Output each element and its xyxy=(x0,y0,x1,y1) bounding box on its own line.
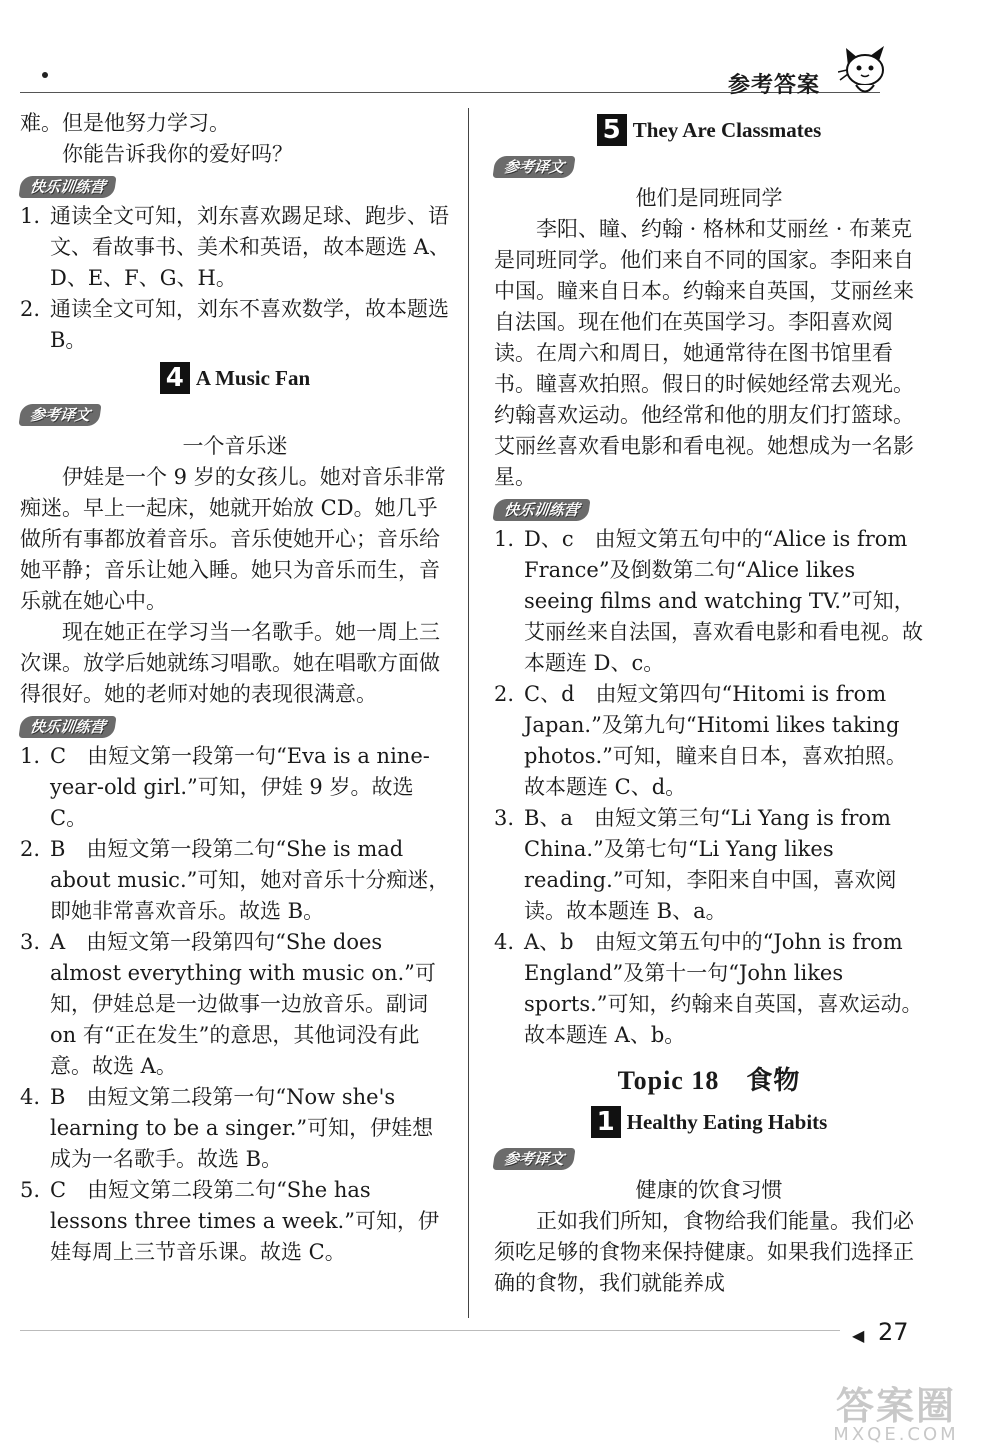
paragraph: 李阳、瞳、约翰 · 格林和艾丽丝 · 布莱克是同班同学。他们来自不同的国家。李阳来自中国。瞳来自日本。约翰来自英国，艾丽丝来自法国。现在他们在英国学习。李阳喜欢阅读。在周六和周日，她通常待在图书馆里看书。瞳喜欢拍照。假日的时候她经常去观光。约翰喜欢运动。他经常和他的朋友们打篮球。艾丽丝喜欢看电影和看电视。她想成为一名影星。 xyxy=(494,217,914,489)
cat-mascot-icon xyxy=(838,40,892,102)
paragraph: 正如我们所知，食物给我们能量。我们必须吃足够的食物来保持健康。如果我们选择正确的食物，我们就能养成 xyxy=(494,1209,914,1295)
list-item: 5. C 由短文第二段第二句“She has lessons three times a week.”可知，伊娃每周上三节音乐课。故选 C。 xyxy=(20,1178,439,1264)
list-item: 2. C、d 由短文第四句“Hitomi is from Japan.”及第九句“Hitomi likes taking photos.”可知，瞳来自日本，喜欢拍照。故本题连 C、d。 xyxy=(494,682,907,799)
section-number: 1 xyxy=(591,1106,621,1138)
section-heading-1 xyxy=(494,1106,924,1138)
section-title: They Are Classmates xyxy=(632,117,822,142)
right-column xyxy=(494,108,924,1299)
section-number: 4 xyxy=(160,362,190,394)
intro-line-2: 你能告诉我你的爱好吗？ xyxy=(62,142,293,166)
section-title: A Music Fan xyxy=(195,365,311,390)
left-column xyxy=(20,108,450,1268)
training-badge: 快乐训练营 xyxy=(492,499,590,521)
list-item: 1. D、c 由短文第五句中的“Alice is from France”及倒数第二句“Alice likes seeing films and watching TV.”可知，艾丽丝来自法国，喜欢看电影和看电视。故本题连 D、c。 xyxy=(494,527,923,675)
list-item: 1. C 由短文第一段第一句“Eva is a nine-year-old girl.”可知，伊娃 9 岁。故选 C。 xyxy=(20,744,430,830)
list-item: 2. B 由短文第一段第二句“She is mad about music.”可知，她对音乐十分痴迷，即她非常喜欢音乐。故选 B。 xyxy=(20,837,450,923)
intro-line-1: 难。但是他努力学习。 xyxy=(20,111,230,135)
translation-badge: 参考译文 xyxy=(492,156,575,178)
paragraph: 现在她正在学习当一名歌手。她一周上三次课。放学后她就练习唱歌。她在唱歌方面做得很好。她的老师对她的表现很满意。 xyxy=(20,620,440,706)
section-title: Healthy Eating Habits xyxy=(626,1109,828,1134)
chinese-title: 他们是同班同学 xyxy=(635,186,783,210)
header-dot xyxy=(42,72,48,78)
section-heading-4 xyxy=(20,362,450,394)
page-header xyxy=(0,0,1000,110)
paragraph: 伊娃是一个 9 岁的女孩儿。她对音乐非常痴迷。早上一起床，她就开始放 CD。她几乎做所有事都放着音乐。音乐使她开心；音乐给她平静；音乐让她入睡。她只为音乐而生，音乐就在她心中。 xyxy=(20,465,446,613)
training-badge: 快乐训练营 xyxy=(18,176,116,198)
header-title: 参考答案 xyxy=(728,73,821,98)
translation-badge: 参考译文 xyxy=(492,1148,575,1170)
translation-badge: 参考译文 xyxy=(18,404,101,426)
list-item: 1. 通读全文可知，刘东喜欢踢足球、跑步、语文、看故事书、美术和英语，故本题选 A、D、E、F、G、H。 xyxy=(20,204,450,290)
list-item: 3. B、a 由短文第三句“Li Yang is from China.”及第七句“Li Yang likes reading.”可知，李阳来自中国，喜欢阅读。故本题连 B、a。 xyxy=(494,806,897,923)
page-number: 27 xyxy=(878,1318,909,1346)
watermark-url: MXQE.COM xyxy=(833,1424,959,1445)
training-badge: 快乐训练营 xyxy=(18,716,116,738)
section-heading-5 xyxy=(494,114,924,146)
watermark xyxy=(812,1375,980,1445)
column-divider xyxy=(468,108,469,1318)
footer-rule xyxy=(20,1330,840,1331)
list-item: 4. A、b 由短文第五句中的“John is from England”及第十一句“John likes sports.”可知，约翰来自英国，喜欢运动。故本题连 A、b。 xyxy=(494,930,923,1047)
page-arrow-icon: ◀ xyxy=(852,1326,865,1345)
chinese-title: 健康的饮食习惯 xyxy=(635,1178,783,1202)
list-item: 4. B 由短文第二段第一句“Now she's learning to be a singer.”可知，伊娃想成为一名歌手。故选 B。 xyxy=(20,1085,434,1171)
topic-heading: Topic 18 食物 xyxy=(617,1066,801,1095)
list-item: 2. 通读全文可知，刘东不喜欢数学，故本题选 B。 xyxy=(20,297,449,352)
list-item: 3. A 由短文第一段第四句“She does almost everything with music on.”可知，伊娃总是一边做事一边放音乐。副词 on 有“正在发生”的意思，其他词没有此意。故选 A。 xyxy=(20,930,436,1078)
chinese-title: 一个音乐迷 xyxy=(182,434,288,458)
section-number: 5 xyxy=(597,114,627,146)
watermark-text: 答案圈 xyxy=(835,1384,956,1428)
